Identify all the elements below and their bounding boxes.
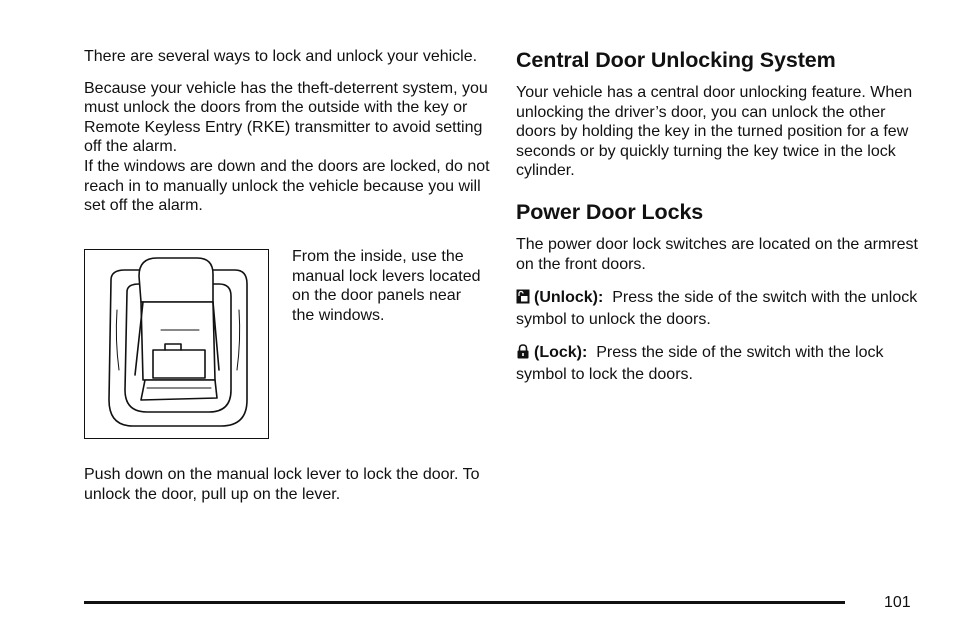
unlock-label: (Unlock): bbox=[534, 289, 604, 307]
power-door-locks-paragraph: The power door lock switches are located on the armrest on the front doors. bbox=[516, 235, 918, 273]
unlock-instruction bbox=[516, 288, 926, 329]
lock-text: Press the side of the switch with the lock symbol to lock the doors. bbox=[516, 344, 884, 383]
central-unlocking-paragraph: Your vehicle has a central door unlocking feature. When unlocking the driver’s door, you can unlock the other doors by holding the key in the turned position for a few seconds or by quickly turning the key twice in the lock cylinder. bbox=[516, 84, 913, 180]
central-unlocking-heading: Central Door Unlocking System bbox=[516, 48, 836, 72]
lock-icon bbox=[516, 344, 530, 365]
theft-deterrent-paragraph: Because your vehicle has the theft-deterrent system, you must unlock the doors from the outside with the key or Remote Keyless Entry (RKE) transmitter to avoid setting off the alarm. bbox=[84, 79, 488, 156]
manual-lever-instructions: Push down on the manual lock lever to lock the door. To unlock the door, pull up on the lever. bbox=[84, 466, 480, 503]
right-column bbox=[516, 47, 926, 385]
unlock-text: Press the side of the switch with the unlock symbol to unlock the doors. bbox=[516, 289, 918, 328]
manual-lock-lever-illustration bbox=[84, 249, 269, 439]
footer-rule bbox=[84, 601, 845, 604]
door-lock-lever-drawing bbox=[85, 250, 267, 437]
intro-paragraph: There are several ways to lock and unlock your vehicle. bbox=[84, 48, 478, 65]
left-column bbox=[84, 47, 494, 216]
power-door-locks-heading: Power Door Locks bbox=[516, 199, 704, 224]
unlock-icon bbox=[516, 289, 530, 310]
windows-warning-paragraph: If the windows are down and the doors are locked, do not reach in to manually unlock the vehicle because you will set off the alarm. bbox=[84, 157, 490, 215]
lock-instruction bbox=[516, 343, 926, 384]
lock-label: (Lock): bbox=[534, 344, 588, 362]
figure-caption: From the inside, use the manual lock levers located on the door panels near the windows. bbox=[292, 248, 481, 324]
page-number: 101 bbox=[884, 594, 911, 611]
